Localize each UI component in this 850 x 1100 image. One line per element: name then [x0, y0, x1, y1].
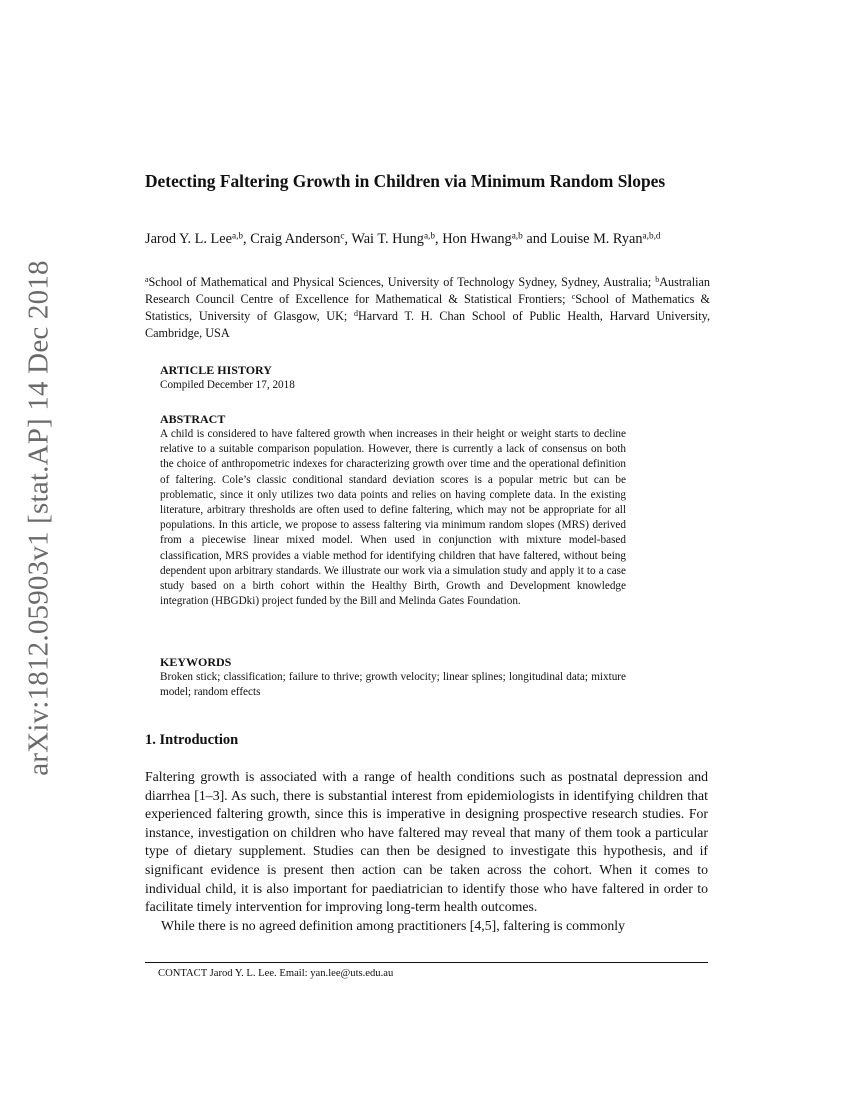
compiled-date: Compiled December 17, 2018 [160, 379, 295, 391]
affiliation: Australian Research Council Centre of Excellence for Mathematical & Statistical Frontiers; [145, 275, 710, 306]
author: Louise M. Ryan$^{a,b,d}$ [550, 231, 661, 247]
article-history [160, 363, 630, 393]
abstract-text: A child is considered to have faltered growth when increases in their height or weight starts to decline relative to a suitable comparison population. However, there is currently a lack of consensus on both the choice of anthropometric indexes for characterizing growth over time and the operational definition of faltering. Cole’s classic conditional standard deviation scores is a popular metric but can be problematic, since it only utilizes two data points and relies on having complete data. In the existing literature, arbitrary thresholds are often used to define faltering, which may not be appropriate for all populations. In this article, we propose to assess faltering via minimum random slopes (MRS) derived from a piecewise linear mixed model. When used in conjunction with mixture model-based classification, MRS provides a viable method for identifying children that have faltered, without being dependent upon arbitrary standards. We illustrate our work via a simulation study and apply it to a case study based on a birth cohort within the Healthy Birth, Growth and Development knowledge integration (HBGDki) project funded by the Bill and Melinda Gates Foundation. [160, 428, 626, 608]
keywords-heading: KEYWORDS [160, 655, 232, 669]
paragraph: Faltering growth is associated with a range of health conditions such as postnatal depression and diarrhea [1–3]. As such, there is substantial interest from epidemiologists in identifying children that experienced faltering growth, since this is imperative in designing prospective research studies. For instance, investigation on children who have faltered may reveal that many of them took a particular type of dietary supplement. Studies can then be designed to investigate this hypothesis, and if significant evidence is present then action can be taken across the cohort. When it comes to individual child, it is also important for paediatrician to identify those who have faltered in order to facilitate timely intervention for improving long-term health outcomes. [145, 769, 708, 915]
article-history-heading: ARTICLE HISTORY [160, 363, 272, 377]
affiliation-mark: d [354, 309, 358, 319]
affiliation: School of Mathematics & Statistics, University of Glasgow, UK; [145, 292, 711, 323]
author: Wai T. Hung$^{a,b}$, [351, 231, 443, 247]
keywords [160, 655, 626, 700]
paragraph: While there is no agreed definition among practitioners [4,5], faltering is commonly [161, 917, 625, 933]
arxiv-identifier: arXiv:1812.05903v1 [stat.AP] 14 Dec 2018 [22, 260, 55, 776]
affiliation-mark: c [571, 292, 576, 302]
keywords-text: Broken stick; classification; failure to thrive; growth velocity; linear splines; longitudinal data; mixture model; random effects [160, 671, 626, 699]
author-list [145, 230, 710, 249]
author: Jarod Y. L. Lee$^{a,b}$, [145, 231, 251, 247]
contact-footnote: CONTACT Jarod Y. L. Lee. Email: yan.lee@uts.edu.au [158, 968, 394, 979]
abstract-heading: ABSTRACT [160, 412, 226, 426]
arxiv-sidebar [17, 260, 61, 776]
paper-title: Detecting Faltering Growth in Children via Minimum Random Slopes [145, 171, 666, 191]
introduction-body [145, 768, 708, 935]
affiliation-mark: a [145, 275, 149, 285]
affiliation: School of Mathematical and Physical Sciences, University of Technology Sydney, Sydney, Australia; [148, 275, 656, 289]
author: Craig Anderson$^c$, [250, 231, 352, 247]
affiliations [145, 274, 710, 342]
affiliation: Harvard T. H. Chan School of Public Health, Harvard University, Cambridge, USA [145, 309, 710, 340]
footnote-rule [145, 962, 708, 963]
affiliation-mark: b [655, 275, 660, 285]
section-heading-introduction: 1. Introduction [145, 732, 239, 748]
author: Hon Hwang$^{a,b}$ and [442, 231, 551, 247]
abstract [160, 412, 626, 609]
